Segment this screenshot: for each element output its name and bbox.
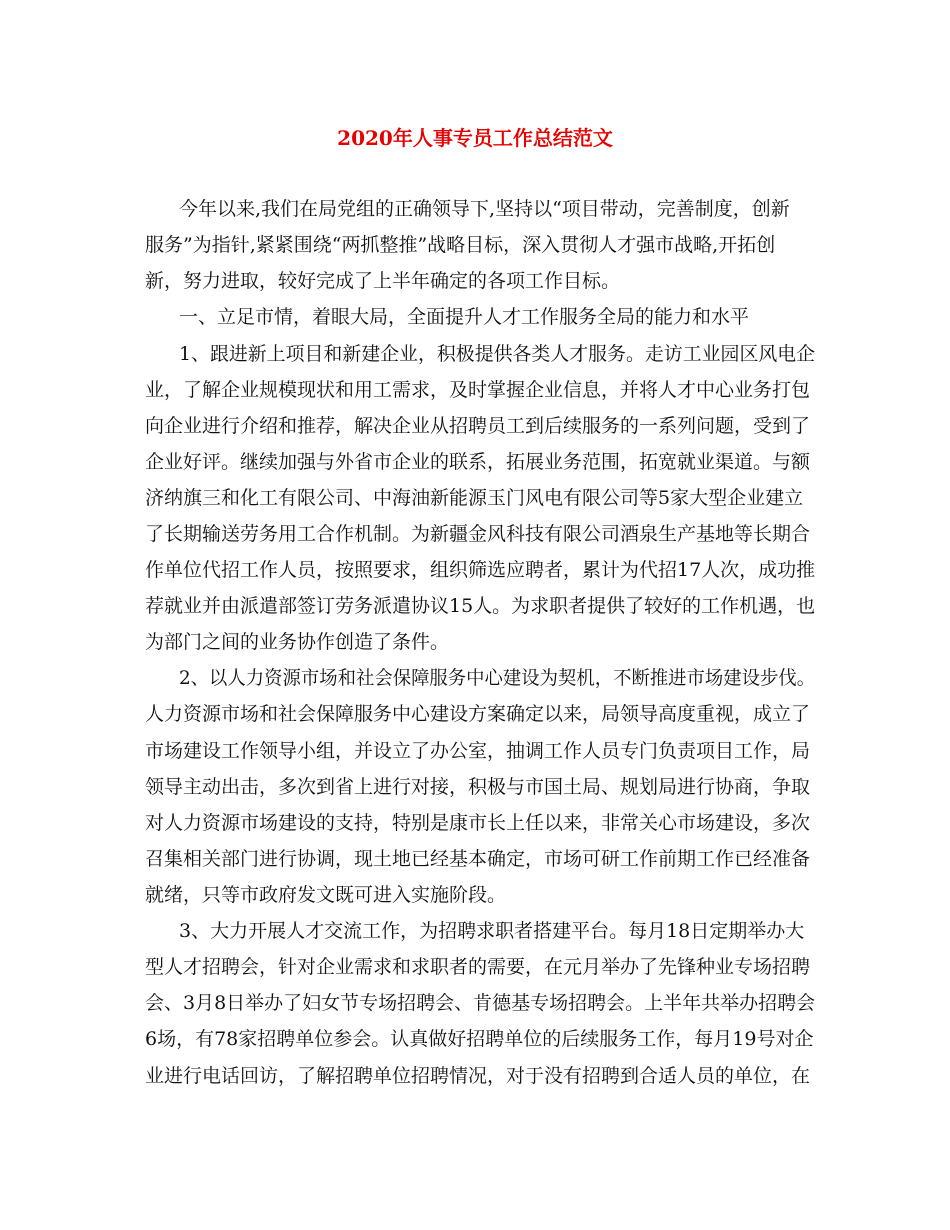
paragraph-line: 作单位代招工作人员，按照要求，组织筛选应聘者，累计为代招17人次，成功推: [145, 559, 816, 581]
paragraph-line: 市场建设工作领导小组，并设立了办公室，抽调工作人员专门负责项目工作，局: [145, 740, 811, 762]
paragraph-line: 服务”为指针,紧紧围绕“两抓整推”战略目标，深入贯彻人才强市战略,开拓创: [145, 234, 776, 256]
section-heading: 一、立足市情，着眼大局，全面提升人才工作服务全局的能力和水平: [179, 306, 750, 328]
paragraph-line: 新，努力进取，较好完成了上半年确定的各项工作目标。: [145, 270, 621, 292]
paragraph-line: 业，了解企业规模现状和用工需求，及时掌握企业信息，并将人才中心业务打包: [145, 379, 811, 401]
paragraph-line: 济纳旗三和化工有限公司、中海油新能源玉门风电有限公司等5家大型企业建立: [145, 487, 804, 509]
paragraph-line: 对人力资源市场建设的支持，特别是康市长上任以来，非常关心市场建设，多次: [145, 812, 811, 834]
paragraph-line: 2、以人力资源市场和社会保障服务中心建设为契机，不断推进市场建设步伐。: [179, 667, 816, 689]
paragraph-line: 召集相关部门进行协调，现土地已经基本确定，市场可研工作前期工作已经准备: [145, 848, 811, 870]
document-title: 2020年人事专员工作总结范文: [337, 126, 613, 150]
paragraph-line: 向企业进行介绍和推荐，解决企业从招聘员工到后续服务的一系列问题，受到了: [145, 415, 811, 437]
paragraph-line: 6场，有78家招聘单位参会。认真做好招聘单位的后续服务工作，每月19号对企: [145, 1028, 814, 1050]
paragraph-line: 3、大力开展人才交流工作，为招聘求职者搭建平台。每月18日定期举办大: [179, 920, 805, 942]
paragraph-line: 今年以来,我们在局党组的正确领导下,坚持以“项目带动，完善制度，创新: [179, 198, 790, 220]
paragraph-line: 领导主动出击，多次到省上进行对接，积极与市国土局、规划局进行协商，争取: [145, 776, 811, 798]
paragraph-line: 会、3月8日举办了妇女节专场招聘会、肯德基专场招聘会。上半年共举办招聘会: [145, 992, 816, 1014]
paragraph-line: 荐就业并由派遣部签订劳务派遣协议15人。为求职者提供了较好的工作机遇，也: [145, 595, 816, 617]
paragraph-line: 1、跟进新上项目和新建企业，积极提供各类人才服务。走访工业园区风电企: [179, 343, 816, 365]
paragraph-line: 为部门之间的业务协作创造了条件。: [145, 631, 450, 653]
paragraph-line: 就绪，只等市政府发文既可进入实施阶段。: [145, 884, 507, 906]
paragraph-line: 了长期输送劳务用工合作机制。为新疆金风科技有限公司酒泉生产基地等长期合: [145, 523, 811, 545]
paragraph-line: 人力资源市场和社会保障服务中心建设方案确定以来，局领导高度重视，成立了: [145, 703, 811, 725]
paragraph-line: 型人才招聘会，针对企业需求和求职者的需要，在元月举办了先锋种业专场招聘: [145, 956, 811, 978]
paragraph-line: 企业好评。继续加强与外省市企业的联系，拓展业务范围，拓宽就业渠道。与额: [145, 451, 811, 473]
paragraph-line: 业进行电话回访，了解招聘单位招聘情况，对于没有招聘到合适人员的单位，在: [145, 1065, 811, 1087]
